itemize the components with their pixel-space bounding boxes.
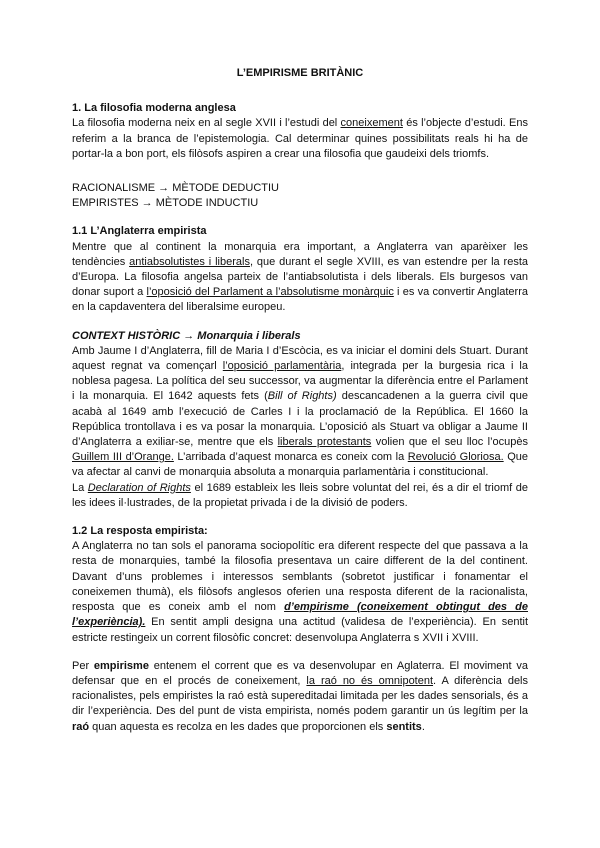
section-1-heading: 1. La filosofia moderna anglesa <box>72 102 236 115</box>
term-guillem-iii: Guillem III d’Orange. <box>72 451 174 464</box>
declaration-paragraph: La Declaration of Rights el 1689 estableix les lleis sobre voluntat del rei, és a dir el triomf de les idees il·lustrades, de la propietat privada i de la divisió de poders. <box>72 481 528 509</box>
method-line-racionalisme: RACIONALISME → MÈTODE DEDUCTIU <box>72 182 279 195</box>
term-bill-of-rights: Bill of Rights) <box>267 390 337 403</box>
section-1-1-heading: 1.1 L’Anglaterra empirista <box>72 225 207 238</box>
term-liberals-protestants: liberals protestants <box>277 436 372 449</box>
method-line-empiristes: EMPIRISTES → MÈTODE INDUCTIU <box>72 197 259 210</box>
term-declaration-of-rights: Declaration of Rights <box>87 481 191 494</box>
term-empirisme-definicio: d’empirisme (coneixement obtingut des de l’experiència). <box>72 601 528 629</box>
document-body <box>72 66 528 735</box>
section-1-2-heading: 1.2 La resposta empirista: <box>72 525 208 538</box>
term-coneixement: coneixement <box>340 117 403 130</box>
final-paragraph: Per empirisme entenem el corrent que es va desenvolupar en Aglaterra. El moviment va defensar que en el procés de coneixement, la raó no és omnipotent. A diferència dels racionalistes, pels empiristes la raó està supereditadai limitada per les dades sensorials, és a dir l’experiència. Des del punt de vista empirista, només podem garantir un ús legítim per la raó quan aquesta es recolza en les dades que proporcionen els sentits. <box>72 659 529 733</box>
term-sentits: sentits <box>386 720 422 733</box>
document-title: L’EMPIRISME BRITÀNIC <box>236 67 364 79</box>
section-1-2-paragraph: A Anglaterra no tan sols el panorama sociopolític era diferent respecte del que passava a la resta de monarquies, també la filosofia presentava un caire different de la del continent. Davant d’uns problemes i interessos semblants (sobretot justificar i fonamentar el coneixemen thumà), els filòsofs anglesos oferien una resposta diferent de la racionalista, resposta que es coneix amb el nom d’empirisme (coneixement obtingut des de l’experiència). En sentit ampli designa una actitud (validesa de l’experiència). En sentit estricte restingeix un corrent filosòfic concret: desenvolupa Anglaterra s XVII i XVIII. <box>72 540 528 644</box>
section-1-paragraph: La filosofia moderna neix en al segle XVII i l’estudi del coneixement és l’objecte d’estudi. Ens referim a la branca de l’epistemologia. Cal determinar quines possibilitats reals hi ha de portar-la a bon port, els filòsofs aspiren a crear una filosofia que gaudeixi dels triomfs. <box>72 117 528 160</box>
context-historic-heading: CONTEXT HISTÒRIC → Monarquia i liberals <box>72 329 301 342</box>
term-empirisme: empirisme <box>93 659 149 672</box>
term-oposicio-parlamentaria: l’oposició parlamentària <box>222 360 342 373</box>
term-oposicio-parlament: l’oposició del Parlament a l’absolutisme monàrquic <box>146 286 394 299</box>
term-rao: raó <box>72 720 90 733</box>
term-antiabsolutistes: antiabsolutistes i liberals, <box>129 255 254 268</box>
section-1-1-paragraph: Mentre que al continent la monarquia era important, a Anglaterra van aparèixer les tendències antiabsolutistes i liberals, que durant el segle XVIII, es van estendre per la resta d’Europa. La filosofia angelsa parteix de l’antiabsolutista i dels liberals. Els burgesos van donar suport a l’oposició del Parlament a l’absolutisme monàrquic i es va convertir Anglaterra en la capdaventera del liberalsime europeu. <box>72 240 528 314</box>
term-revolucio-gloriosa: Revolució Gloriosa. <box>407 451 504 464</box>
context-historic-paragraph: Amb Jaume I d’Anglaterra, fill de Maria I d’Escòcia, es va iniciar el domini dels Stuart. Durant aquest regnat va començarl l’oposició parlamentària, integrada per la burgesia rica i la noblesa pagesa. La política del seu successor, va augmentar la diferència entre el Parlament i la monarquia. El 1642 aquests fets (Bill of Rights) descancadenen a la guerra civil que acabà al 1649 amb l’execució de Carles I i la proclamació de la República. El 1660 la República trontollava i es va posar la monarquia. L’oposició als Stuart va obligar a Jaume II d’Anglaterra a exiliar-se, mentre que els liberals protestants volien que el seu lloc l’ocupès Guillem III d’Orange. L’arribada d’aquest monarca es coneix com la Revolució Gloriosa. Que va afectar al canvi de monarquia absoluta a monarquia parlamentària i constitucional. <box>72 344 529 479</box>
term-rao-no-omnipotent: la raó no és omnipotent <box>306 674 434 687</box>
